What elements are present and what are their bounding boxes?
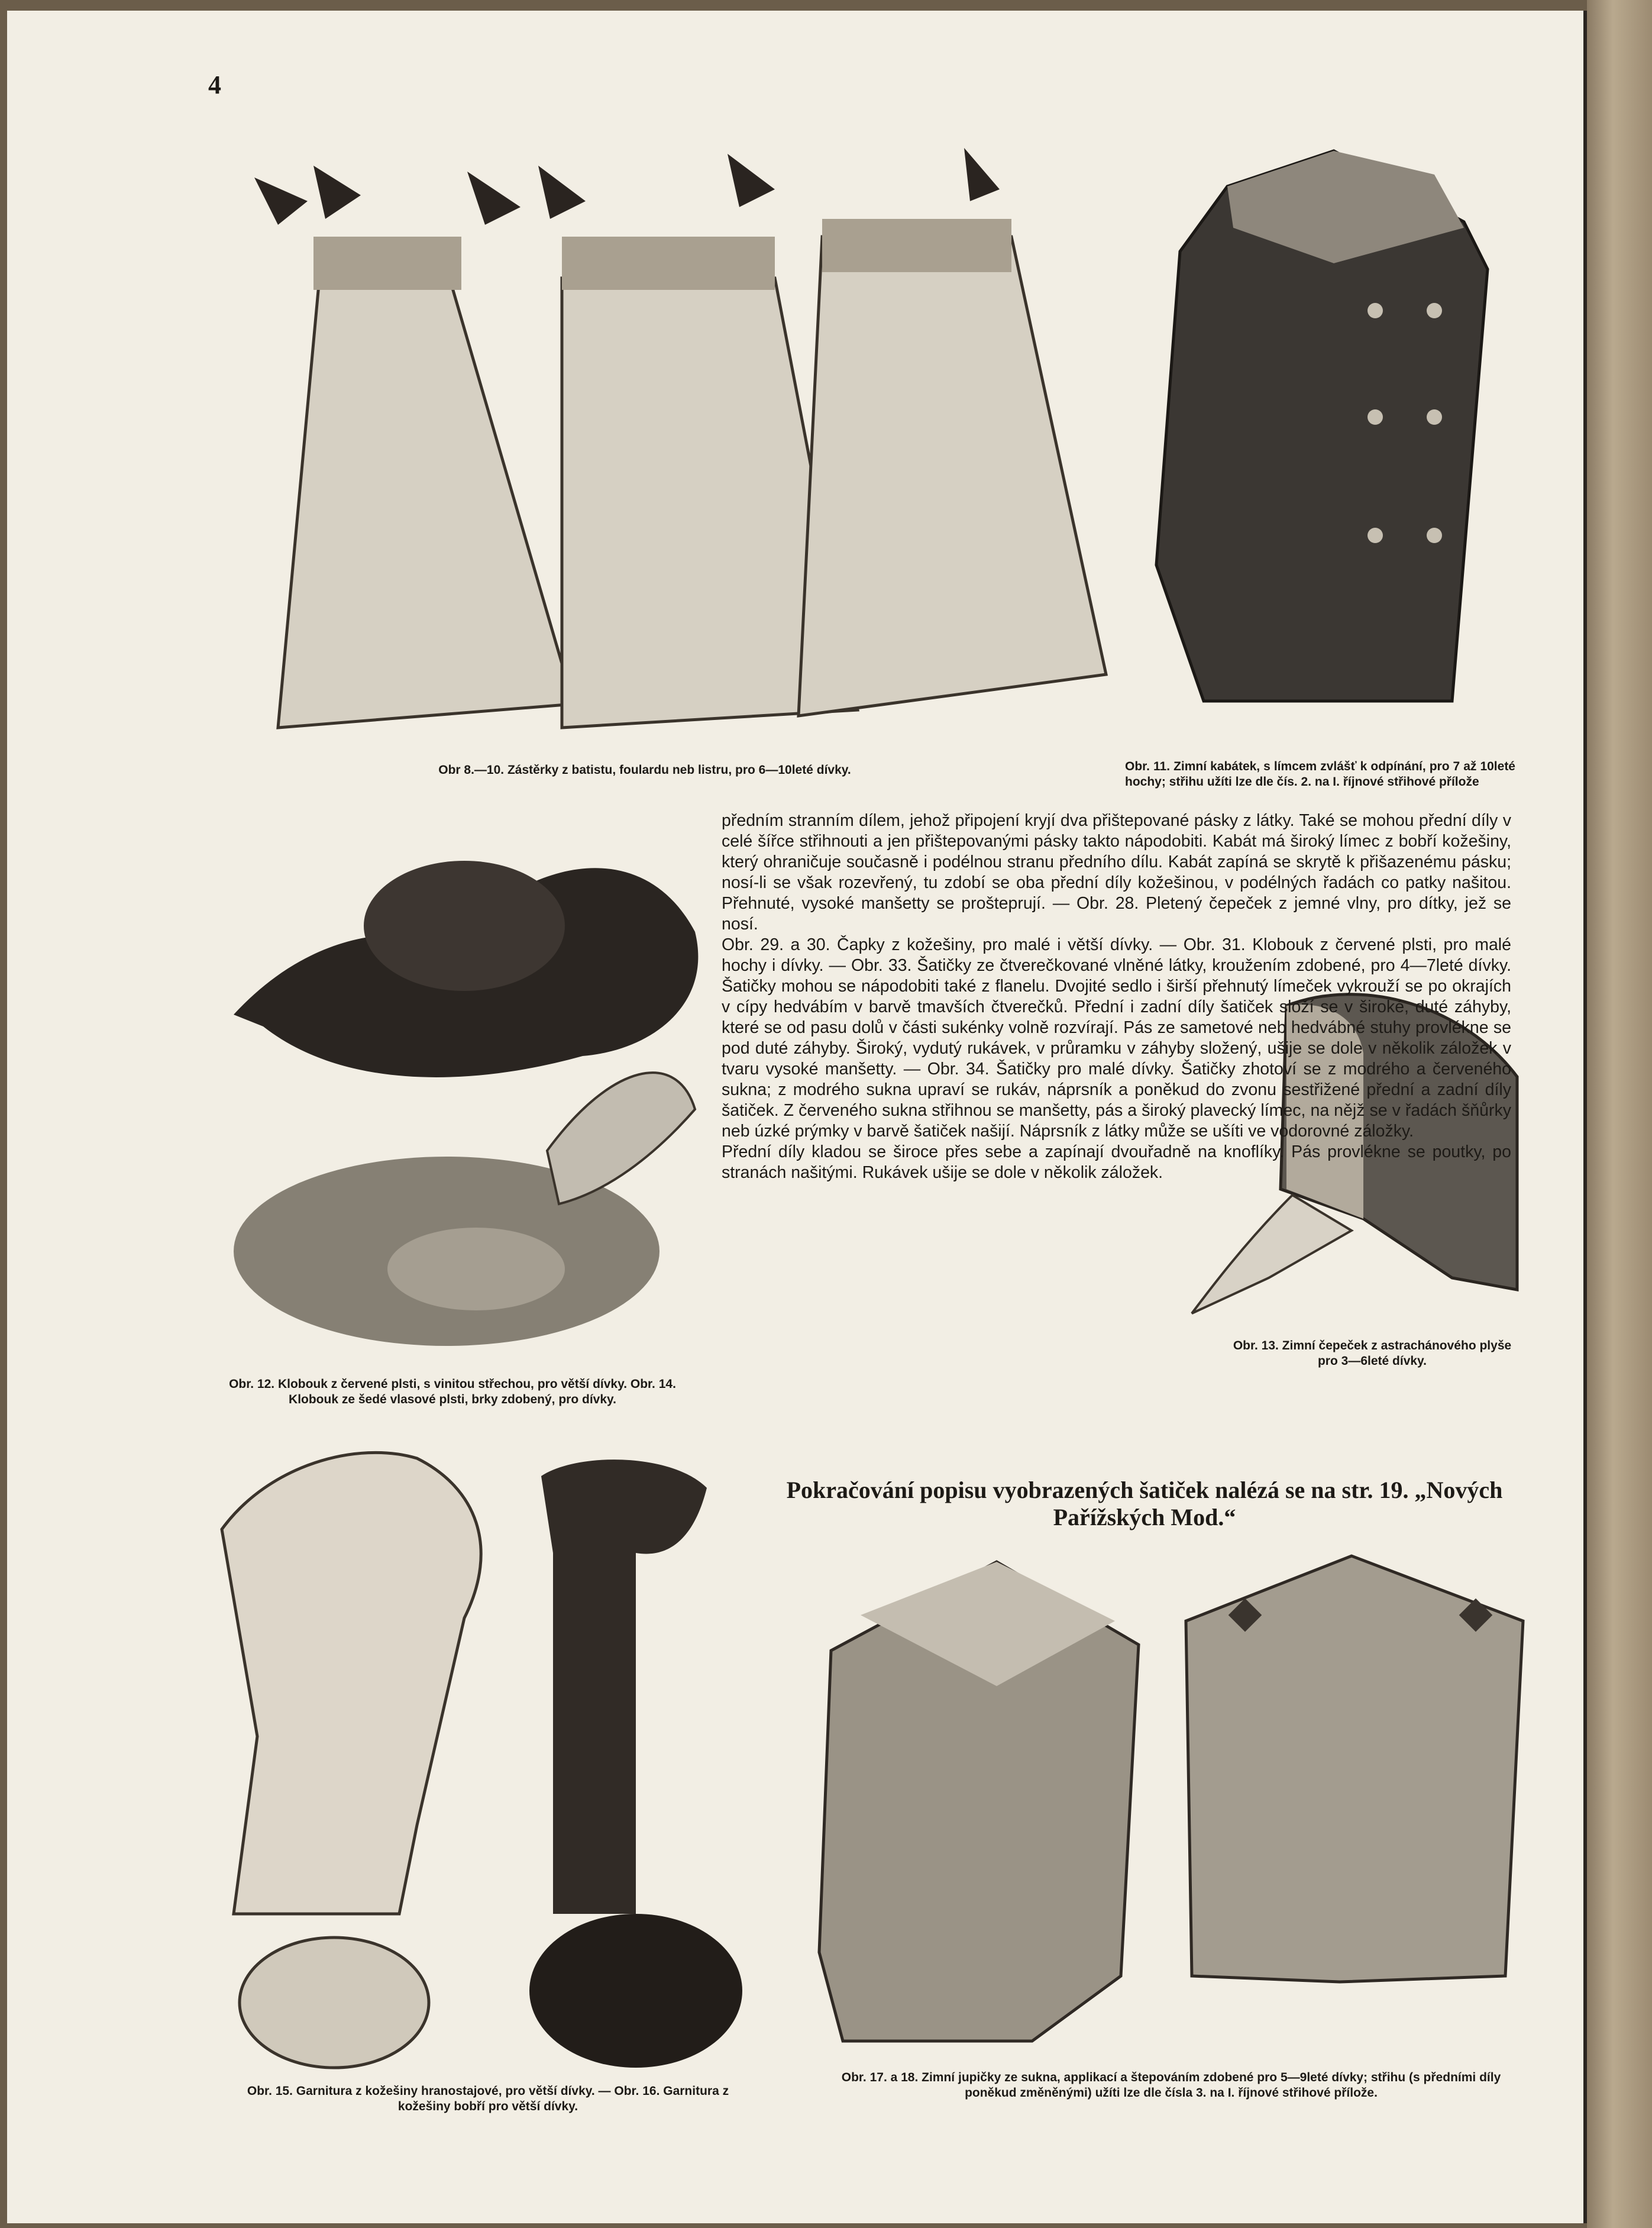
illustration-coat: [1156, 151, 1505, 701]
caption-obr-11: Obr. 11. Zimní kabátek, s límcem zvlášť k odpínání, pro 7 až 10leté hochy; střihu užíti lze dle čís. 2. na I. říjnové střihové přílože: [1125, 760, 1515, 789]
caption-obr-13: Obr. 13. Zimní čepeček z astrachánového plyše pro 3—6leté dívky.: [1233, 1339, 1512, 1368]
caption-obr-17-18: Obr. 17. a 18. Zimní jupičky ze sukna, applikací a štepováním zdobené pro 5—9leté dívky; střihu (s předními díly poněkud změněnými) užíti lze dle čísla 3. na I. říjnové střihové přílože.: [841, 2071, 1501, 2100]
illustration-hats: [228, 825, 719, 1375]
paragraph-3: Přední díly kladou se široce přes sebe a zapínají dvouřadně na knoflíky. Pás provlékne se poutky, po stranách našitými. Rukávek ušije se dole v několik záložek.: [722, 1142, 1511, 1182]
caption-obr-8-10: Obr 8.—10. Zástěrky z batistu, foulardu neb listru, pro 6—10leté dívky.: [438, 763, 851, 777]
paragraph-1: předním stranním dílem, jehož připojení kryjí dva přištepované pásky z látky. Také se mohou přední díly v celé šířce střihnouti a jen přištepovanými pásky takto nápodobiti. Kabát má široký límec z bobří kožešiny, který ohraničuje současně i podélnou stranu předního dílu. Kabát zapíná se skrytě k přišazenému pásku; nosí-li se však rozevřený, tu zdobí se oba přední díly kožešinou, v podélných řadách co patky našitou. Přehnuté, vysoké manšetty se prošteprují. — Obr. 28. Pletený čepeček z jemné vlny, pro dítky, jež se nosí.: [722, 811, 1511, 934]
illustration-furs: [222, 1441, 784, 2074]
illustration-aprons: [254, 142, 1124, 751]
page-edge: [1587, 0, 1652, 2228]
caption-obr-12-14: Obr. 12. Klobouk z červené plsti, s vinitou střechou, pro větší dívky. Obr. 14. Klobouk ze šedé vlasové plsti, brky zdobený, pro dívky.: [229, 1377, 676, 1406]
illustration-jackets: [807, 1550, 1535, 2059]
page-number: 4: [208, 70, 221, 99]
body-text: [722, 811, 1511, 1183]
caption-obr-15-16: Obr. 15. Garnitura z kožešiny hranostajové, pro větší dívky. — Obr. 16. Garnitura z kožešiny bobří pro větší dívky.: [247, 2084, 729, 2113]
continuation-heading: Pokračování popisu vyobrazených šatiček nalézá se na str. 19. „Nových Pařížských Mod.“: [786, 1477, 1503, 1530]
paragraph-2: Obr. 29. a 30. Čapky z kožešiny, pro malé i větší dívky. — Obr. 31. Klobouk z červené plsti, pro malé hochy i dívky. — Obr. 33. Šatičky ze čtverečkované vlněné látky, kroužením zdobené, pro 4—7leté dívky. Šatičky mohou se nápodobiti také z flanelu. Dvojité sedlo i širší přehnutý límeček vykrouží se po okrajích v cípy hedvábím v barvě tmavších čtverečků. Přední i zadní díly šatiček složí se v široké, duté záhyby, které se od pasu dolů v části sukénky volně rozvírají. Pás ze sametové neb hedvábné stuhy provlékne se pod duté záhyby. Široký, vydutý rukávek, v průramku v záhyby složený, ušije se dole v několik záložek v tvaru vysoké manšetty. — Obr. 34. Šatičky pro malé dívky. Šatičky zhotoví se z modrého a červeného sukna; z modrého sukna upraví se rukáv, náprsník a poněkud do zvonu sestřižené přední a zadní díly šatiček. Z červeného sukna střihnou se manšetty, pás a široký plavecký límec, na nějž se v řadách šňůrky neb úzké prýmky v barvě šatiček našijí. Náprsník z látky může se ušíti ve vodorovné záložky.: [722, 935, 1511, 1141]
